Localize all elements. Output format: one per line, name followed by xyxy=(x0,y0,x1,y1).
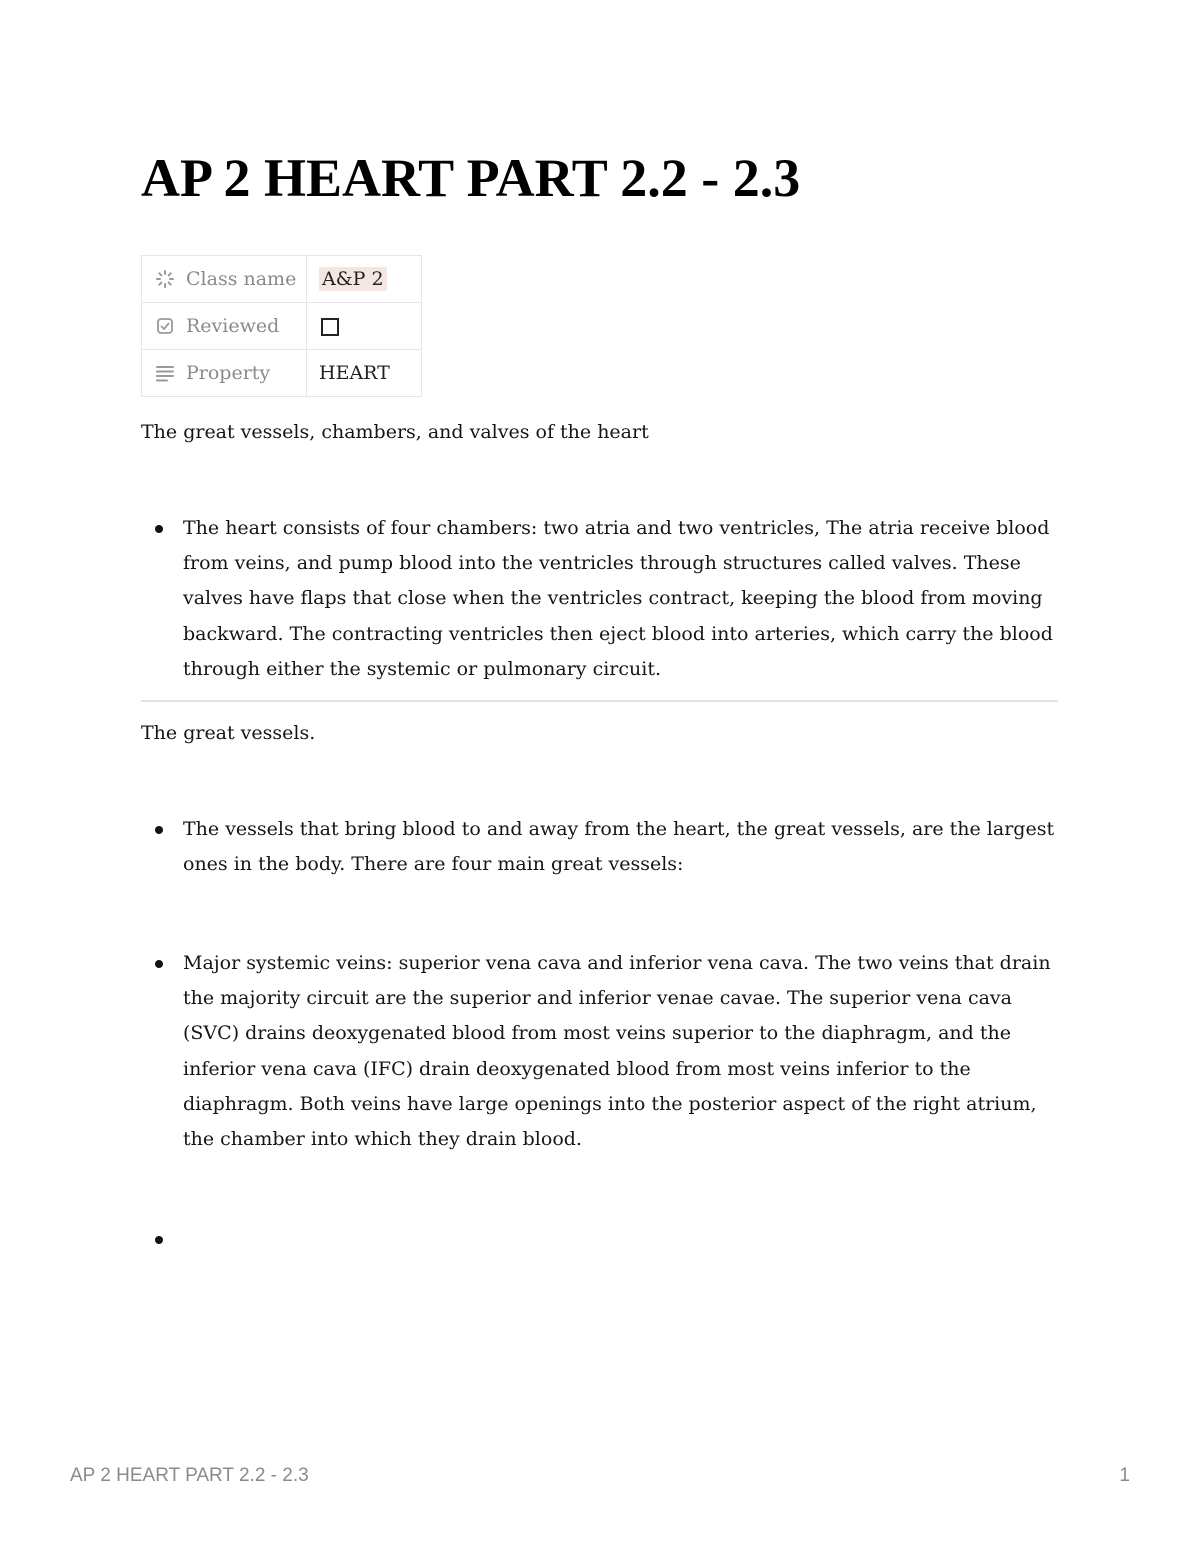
bullet-list xyxy=(141,946,1056,1157)
section-heading: The great vessels. xyxy=(141,722,316,744)
footer-title: AP 2 HEART PART 2.2 - 2.3 xyxy=(70,1465,309,1486)
loading-spinner-icon xyxy=(154,268,176,290)
property-value[interactable]: HEART xyxy=(319,362,390,384)
bullet-list xyxy=(141,1222,1056,1257)
list-item-text: Major systemic veins: superior vena cava and inferior vena cava. The two veins that drain the majority circuit are the superior and inferior venae cavae. The superior vena cava (SVC) drains deoxygenated blood from most veins superior to the diaphragm, and the inferior vena cava (IFC) drain deoxygenated blood from most veins inferior to the diaphragm. Both veins have large openings into the posterior aspect of the right atrium, the chamber into which they drain blood. xyxy=(183,952,1051,1151)
list-item xyxy=(141,511,1056,687)
list-item-text: The heart consists of four chambers: two atria and two ventricles, The atria receive blood from veins, and pump blood into the ventricles through structures called valves. These valves have flaps that close when the ventricles contract, keeping the blood from moving backward. The contracting ventricles then eject blood into arteries, which carry the blood through either the systemic or pulmonary circuit. xyxy=(183,517,1053,680)
divider xyxy=(141,700,1058,702)
property-label: Class name xyxy=(186,268,297,290)
bullet-dot xyxy=(155,1236,163,1244)
text-lines-icon xyxy=(154,362,176,384)
property-row-reviewed xyxy=(142,303,422,350)
property-row-class-name xyxy=(142,256,422,303)
class-name-tag[interactable]: A&P 2 xyxy=(319,267,387,291)
reviewed-checkbox[interactable] xyxy=(321,318,339,336)
property-label: Reviewed xyxy=(186,315,280,337)
list-item-text: The vessels that bring blood to and away from the heart, the great vessels, are the largest ones in the body. There are four main great vessels: xyxy=(183,818,1055,876)
bullet-dot xyxy=(155,960,163,968)
property-row-property xyxy=(142,350,422,397)
page-title: AP 2 HEART PART 2.2 - 2.3 xyxy=(141,148,801,208)
list-item xyxy=(141,946,1056,1157)
section-heading: The great vessels, chambers, and valves of the heart xyxy=(141,421,649,443)
bullet-dot xyxy=(155,525,163,533)
page-number: 1 xyxy=(1119,1465,1130,1486)
list-item xyxy=(141,812,1056,882)
checkbox-icon xyxy=(154,315,176,337)
bullet-list xyxy=(141,812,1056,882)
bullet-list xyxy=(141,511,1056,687)
property-label: Property xyxy=(186,362,271,384)
bullet-dot xyxy=(155,826,163,834)
list-item xyxy=(141,1222,1056,1257)
properties-table xyxy=(141,255,422,397)
